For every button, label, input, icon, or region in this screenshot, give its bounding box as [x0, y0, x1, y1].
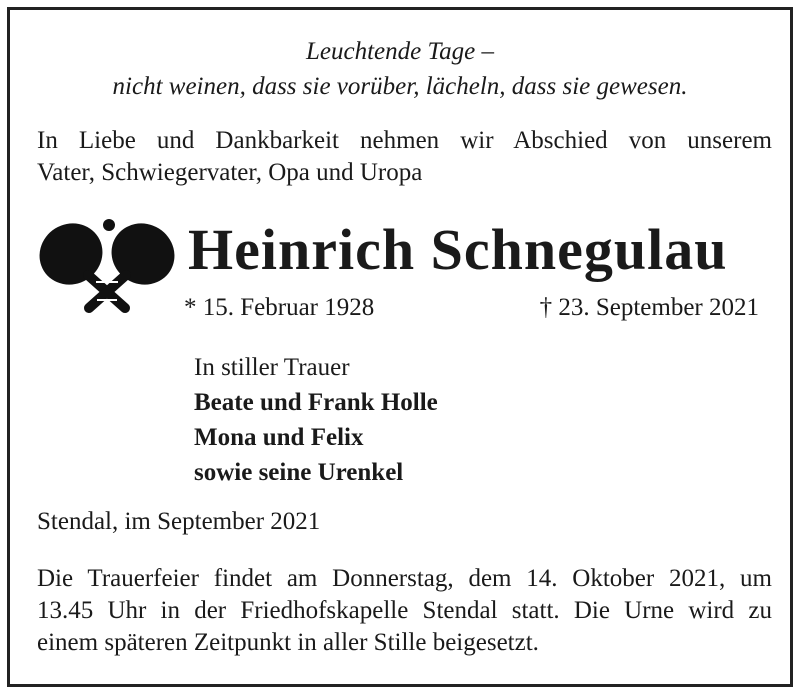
mourner-name: Mona und Felix: [194, 424, 364, 451]
service-line-2: 13.45 Uhr in der Friedhofskapelle Stendal statt. Die Urne wird zu: [37, 597, 772, 624]
mourner-name: sowie seine Urenkel: [194, 459, 404, 486]
motto-line-2: nicht weinen, dass sie vorüber, lächeln, dass sie gewesen.: [112, 73, 688, 100]
deceased-name: Heinrich Schnegulau: [188, 217, 728, 282]
place-date: Stendal, im September 2021: [37, 508, 321, 535]
service-line-1: Die Trauerfeier findet am Donnerstag, dem 14. Oktober 2021, um: [37, 565, 772, 592]
table-tennis-paddles-icon: [34, 215, 180, 315]
intro-line-1: In Liebe und Dankbarkeit nehmen wir Abschied von unserem: [37, 127, 772, 154]
mourner-name: Beate und Frank Holle: [194, 389, 438, 416]
mourners-block: [194, 350, 438, 490]
obituary-frame: [7, 7, 793, 687]
mourners-heading: In stiller Trauer: [194, 354, 350, 381]
service-notice: [37, 563, 772, 659]
service-line-3: einem späteren Zeitpunkt in aller Stille beigesetzt.: [37, 629, 539, 656]
intro-line-2: Vater, Schwiegervater, Opa und Uropa: [37, 159, 423, 186]
birth-date: * 15. Februar 1928: [184, 294, 375, 321]
death-date: † 23. September 2021: [539, 294, 759, 321]
motto-line-1: Leuchtende Tage –: [306, 38, 494, 65]
